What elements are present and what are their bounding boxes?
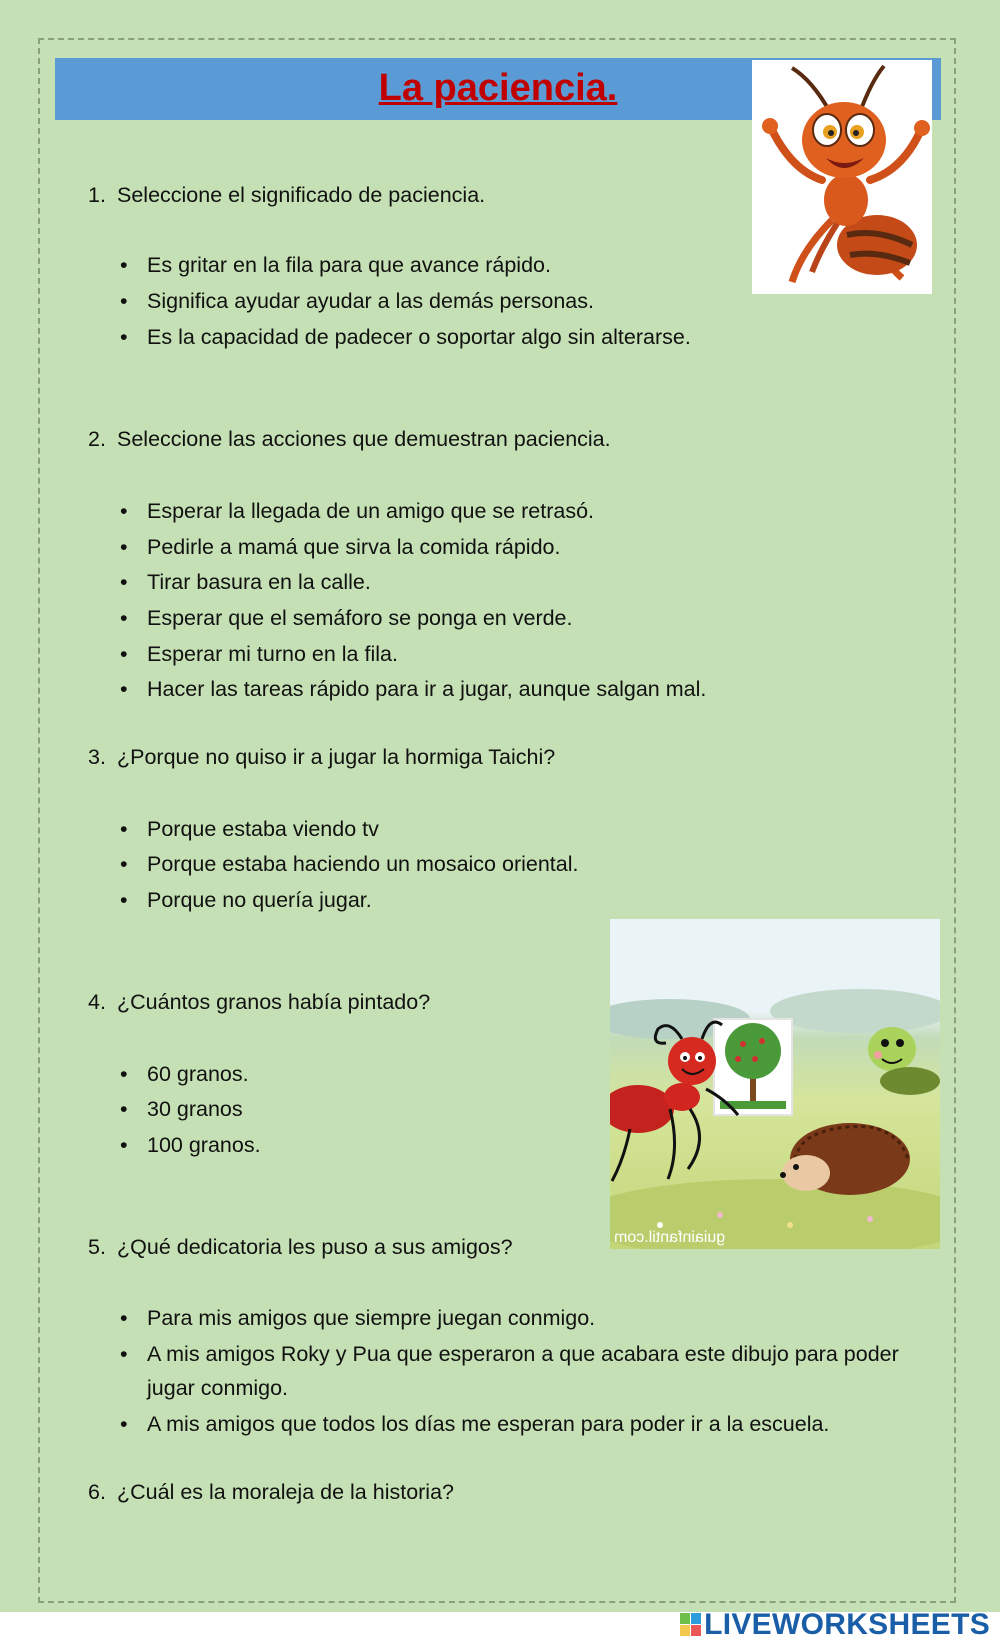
bullet-icon: •: [120, 677, 128, 701]
option-checkbox[interactable]: • Esperar mi turno en la fila.: [120, 637, 920, 671]
bullet-icon: •: [120, 817, 128, 841]
logo-grid-icon: [680, 1613, 702, 1637]
option-checkbox[interactable]: • Para mis amigos que siempre juegan conmigo.: [120, 1301, 920, 1335]
bullet-icon: •: [120, 499, 128, 523]
option-checkbox[interactable]: • Esperar la llegada de un amigo que se retrasó.: [120, 494, 920, 528]
bullet-icon: •: [120, 1342, 128, 1366]
image-watermark: guiainfantil.com: [614, 1229, 726, 1246]
bullet-icon: •: [120, 570, 128, 594]
option-checkbox[interactable]: • Porque estaba haciendo un mosaico oriental.: [120, 847, 920, 881]
bullet-icon: •: [120, 1133, 128, 1157]
option-checkbox[interactable]: • 60 granos.: [120, 1057, 920, 1091]
bullet-icon: •: [120, 606, 128, 630]
bullet-icon: •: [120, 253, 128, 277]
option-checkbox[interactable]: • Tirar basura en la calle.: [120, 565, 920, 599]
option-checkbox[interactable]: • Porque estaba viendo tv: [120, 812, 920, 846]
option-checkbox[interactable]: • Es gritar en la fila para que avance rápido.: [120, 248, 920, 282]
question-3: 3. ¿Porque no quiso ir a jugar la hormiga Taichi?: [88, 745, 556, 769]
option-checkbox[interactable]: • Es la capacidad de padecer o soportar algo sin alterarse.: [120, 320, 920, 354]
bullet-icon: •: [120, 1062, 128, 1086]
option-checkbox[interactable]: • 30 granos: [120, 1092, 920, 1126]
question-5: 5. ¿Qué dedicatoria les puso a sus amigos?: [88, 1235, 513, 1259]
bullet-icon: •: [120, 852, 128, 876]
option-checkbox[interactable]: • A mis amigos Roky y Pua que esperaron a que acabara este dibujo para poder jugar conmigo.: [120, 1337, 920, 1405]
bullet-icon: •: [120, 325, 128, 349]
option-checkbox[interactable]: • Pedirle a mamá que sirva la comida rápido.: [120, 530, 920, 564]
liveworksheets-logo[interactable]: LIVEWORKSHEETS: [680, 1607, 990, 1643]
question-2: 2. Seleccione las acciones que demuestran paciencia.: [88, 427, 611, 451]
bullet-icon: •: [120, 642, 128, 666]
option-checkbox[interactable]: • Hacer las tareas rápido para ir a jugar, aunque salgan mal.: [120, 672, 920, 706]
page-title: La paciencia.: [378, 67, 618, 109]
option-checkbox[interactable]: • A mis amigos que todos los días me esperan para poder ir a la escuela.: [120, 1407, 920, 1441]
bullet-icon: •: [120, 888, 128, 912]
option-checkbox[interactable]: • Significa ayudar ayudar a las demás personas.: [120, 284, 920, 318]
bullet-icon: •: [120, 1306, 128, 1330]
bullet-icon: •: [120, 289, 128, 313]
option-checkbox[interactable]: • 100 granos.: [120, 1128, 920, 1162]
bullet-icon: •: [120, 1097, 128, 1121]
question-1: 1. Seleccione el significado de paciencia.: [88, 183, 486, 207]
bullet-icon: •: [120, 535, 128, 559]
option-checkbox[interactable]: • Porque no quería jugar.: [120, 883, 920, 917]
question-6: 6. ¿Cuál es la moraleja de la historia?: [88, 1480, 454, 1504]
question-4: 4. ¿Cuántos granos había pintado?: [88, 990, 431, 1014]
bullet-icon: •: [120, 1412, 128, 1436]
option-checkbox[interactable]: • Esperar que el semáforo se ponga en verde.: [120, 601, 920, 635]
